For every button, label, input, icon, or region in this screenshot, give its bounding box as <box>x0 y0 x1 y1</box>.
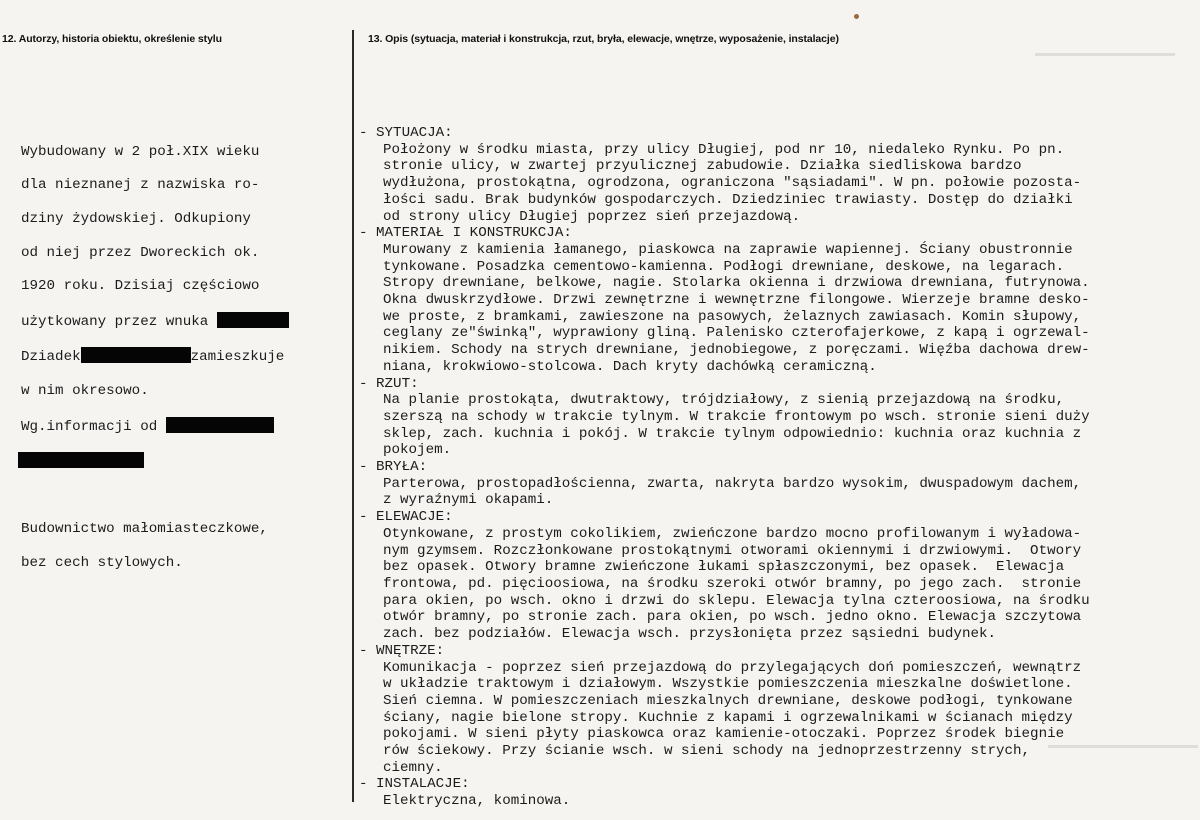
section-line: wydłużona, prostokątna, ogrodzona, ograniczona "sąsiadami". W pn. połowie pozosta- <box>383 175 1082 192</box>
description-column <box>359 125 1200 810</box>
history-line <box>21 312 341 331</box>
section-title: - INSTALACJE: <box>359 776 470 793</box>
history-line: dla nieznanej z nazwiska ro- <box>21 177 260 194</box>
history-line <box>21 417 341 436</box>
section-line: Sień ciemna. W pomieszczeniach mieszkalnych drewniane, deskowe podłogi, tynkowane <box>383 692 1073 709</box>
section-line: szerszą na schody w trakcie tylnym. W trakcie frontowym po wsch. stronie sieni duży <box>383 408 1090 425</box>
section-title: - BRYŁA: <box>359 459 428 476</box>
section-line: ciemny. <box>383 759 443 776</box>
redaction-block <box>18 452 144 468</box>
section-line: tynkowane. Posadzka cementowo-kamienna. Podłogi drewniane, deskowe, na legarach. <box>383 258 1065 275</box>
history-line <box>21 347 341 366</box>
field-13-header: 13. Opis (sytuacja, materiał i konstrukcja, rzut, bryła, elewacje, wnętrze, wyposażenie, instalacje) <box>368 33 839 45</box>
history-text: użytkowany przez wnuka <box>21 313 209 330</box>
history-line: w nim okresowo. <box>21 382 149 399</box>
section-line: nikiem. Schody na strych drewniane, jednobiegowe, z poręczami. Więźba dachowa drew- <box>383 342 1090 359</box>
history-text: Dziadek <box>21 349 81 366</box>
show-through-mark: ▬▬▬▬▬▬▬▬▬▬▬▬▬▬ <box>1035 48 1175 59</box>
section-line: od strony ulicy Długiej poprzez sień przejazdową. <box>383 208 801 225</box>
history-line: dziny żydowskiej. Odkupiony <box>21 210 251 227</box>
section-line: Komunikacja - poprzez sień przejazdową do przylegających doń pomieszczeń, wewnątrz <box>383 659 1082 676</box>
section-line: ściany, nagie bielone stropy. Kuchnie z kapami i ogrzewalnikami w ścianach między <box>383 709 1073 726</box>
redaction-block <box>166 417 274 433</box>
column-divider <box>352 30 354 802</box>
history-text: Wg.informacji od <box>21 418 158 435</box>
section-line: rów ściekowy. Przy ścianie wsch. w sieni schody na jednoprzestrzenny strych, <box>383 743 1031 760</box>
section-line: sklep, zach. kuchnia i pokój. W trakcie tylnym odpowiednio: kuchnia oraz kuchnia z <box>383 425 1082 442</box>
section-line: ceglany ze"świnką", wyprawiony gliną. Palenisko czterofajerkowe, z kapą i ogrzewal- <box>383 325 1090 342</box>
redaction-block <box>217 312 289 328</box>
history-line <box>21 488 341 505</box>
section-line: bez opasek. Otwory bramne zwieńczone łukami spłaszczonymi, bez opasek. Elewacja <box>383 559 1065 576</box>
section-title: - ELEWACJE: <box>359 509 453 526</box>
history-column <box>21 127 341 589</box>
history-line: bez cech stylowych. <box>21 554 183 571</box>
section-line: para okien, po wsch. okno i drzwi do sklepu. Elewacja tylna czteroosiowa, na środku <box>383 592 1090 609</box>
section-line: we proste, z bramkami, zawieszone na pasowych, żelaznych zawiasach. Komin słupowy, <box>383 308 1082 325</box>
history-text: zamieszkuje <box>190 349 285 366</box>
section-title: - SYTUACJA: <box>359 125 453 141</box>
redaction-block <box>81 347 191 363</box>
history-line: Budownictwo małomiasteczkowe, <box>21 521 268 538</box>
history-line: 1920 roku. Dzisiaj częściowo <box>21 278 260 295</box>
section-line: frontowa, pd. pięcioosiowa, na środku szeroki otwór bramny, po jego zach. stronie <box>383 575 1082 592</box>
section-line: stronie ulicy, w zwartej przyulicznej zabudowie. Działka siedliskowa bardzo <box>383 158 1022 175</box>
section-line: Okna dwuskrzydłowe. Drzwi zewnętrzne i wewnętrzne filongowe. Wierzeje bramne desko- <box>383 292 1090 309</box>
section-line: Elektryczna, kominowa. <box>383 793 571 810</box>
section-line: Na planie prostokąta, dwutraktowy, trójdziałowy, z sienią przejazdową na środku, <box>383 392 1065 409</box>
section-line: z wyraźnymi okapami. <box>383 492 554 509</box>
section-line: niana, krokwiowo-stolcowa. Dach kryty dachówką ceramiczną. <box>383 358 877 375</box>
section-line: łości sadu. Brak budynków gospodarczych. Dziedziniec trawiasty. Dostęp do działki <box>383 191 1073 208</box>
section-line: w układzie traktowym i działowym. Wszystkie pomieszczenia mieszkalne doświetlone. <box>383 676 1073 693</box>
section-title: - MATERIAŁ I KONSTRUKCJA: <box>359 225 572 242</box>
section-title: - WNĘTRZE: <box>359 642 445 659</box>
section-line: pokojem. <box>383 442 452 459</box>
section-line: Murowany z kamienia łamanego, piaskowca na zaprawie wapiennej. Ściany obustronnie <box>383 241 1073 258</box>
section-title: - RZUT: <box>359 375 419 392</box>
ink-spot <box>854 14 859 19</box>
section-line: Otynkowane, z prostym cokolikiem, zwieńczone bardzo mocno profilowanym i wyładowa- <box>383 525 1082 542</box>
history-line <box>18 452 341 471</box>
section-line: otwór bramny, po stronie zach. para okien, po wsch. jedno okno. Elewacja szczytowa <box>383 609 1082 626</box>
section-line: Położony w środku miasta, przy ulicy Długiej, pod nr 10, niedaleko Rynku. Po pn. <box>383 141 1065 158</box>
show-through-mark: ▬▬▬▬▬▬▬▬▬▬▬▬▬▬▬ <box>1048 740 1198 751</box>
section-line: Parterowa, prostopadłościenna, zwarta, nakryta bardzo wysokim, dwuspadowym dachem, <box>383 475 1082 492</box>
field-12-header: 12. Autorzy, historia obiektu, określenie stylu <box>2 33 222 45</box>
section-line: pokojami. W sieni płyty piaskowca oraz kamienie-otoczaki. Poprzez środek biegnie <box>383 726 1065 743</box>
history-line: Wybudowany w 2 poł.XIX wieku <box>21 143 260 160</box>
history-line: od niej przez Dworeckich ok. <box>21 244 260 261</box>
section-line: Stropy drewniane, belkowe, nagie. Stolarka okienna i drzwiowa drewniana, futrynowa. <box>383 275 1090 292</box>
section-line: zach. bez podziałów. Elewacja wsch. przysłonięta przez sąsiedni budynek. <box>383 626 996 643</box>
section-line: nym gzymsem. Rozczłonkowane prostokątnymi otworami okiennymi i drzwiowymi. Otwory <box>383 542 1082 559</box>
